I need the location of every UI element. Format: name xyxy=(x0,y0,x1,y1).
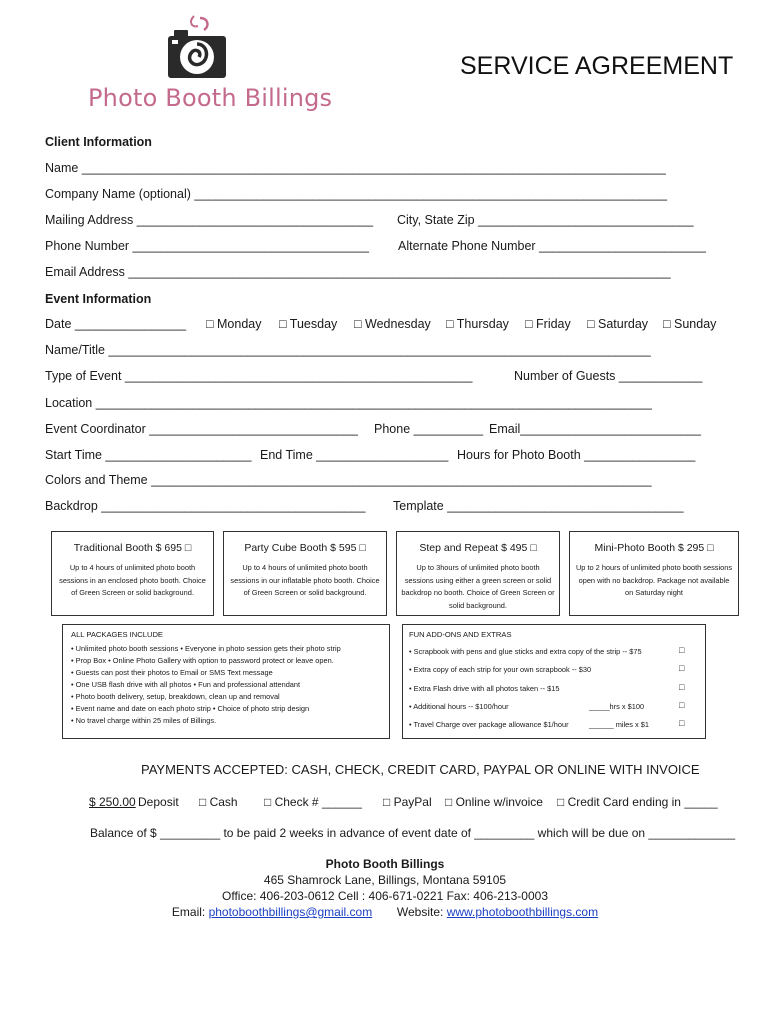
day-checkbox-wednesday[interactable]: □ Wednesday xyxy=(354,317,431,331)
addon-miles-blank[interactable]: ______ miles x $1 xyxy=(589,720,649,729)
event-name-title-field[interactable]: Name/Title ______________________________________________________________________________ xyxy=(45,343,651,357)
footer-contact-line xyxy=(0,905,770,919)
package-title: Party Cube Booth $ 595 □ xyxy=(244,542,366,554)
package-description: Up to 2 hours of unlimited photo booth sessions open with no backdrop. Package not available on Saturday night xyxy=(575,563,733,597)
package-description: Up to 3hours of unlimited photo booth sessions using either a green screen or solid backdrop no booth. Choice of Green Screen or solid background. xyxy=(401,563,555,610)
all-packages-include-panel xyxy=(62,624,390,739)
footer-address: 465 Shamrock Lane, Billings, Montana 59105 xyxy=(263,873,507,887)
addon-travel-charge: • Travel Charge over package allowance $1/hour xyxy=(409,720,569,729)
footer-company-name: Photo Booth Billings xyxy=(325,857,445,871)
balance-due-line[interactable]: Balance of $ _________ to be paid 2 weeks in advance of event date of _________ which will be due on _____________ xyxy=(90,826,736,840)
included-item: • Photo booth delivery, setup, breakdown, clean up and removal xyxy=(71,692,280,701)
template-field[interactable]: Template __________________________________ xyxy=(393,499,684,513)
package-step-and-repeat[interactable] xyxy=(396,531,560,616)
day-checkbox-saturday[interactable]: □ Saturday xyxy=(587,317,649,331)
payment-credit-card-checkbox[interactable]: □ Credit Card ending in _____ xyxy=(557,795,718,809)
included-item: • Event name and date on each photo strip • Choice of photo strip design xyxy=(71,704,310,713)
package-description: Up to 4 hours of unlimited photo booth sessions in an enclosed photo booth. Choice of Green Screen or solid background. xyxy=(59,563,206,597)
payment-cash-checkbox[interactable]: □ Cash xyxy=(199,795,238,809)
addon-hours-blank[interactable]: _____hrs x $100 xyxy=(589,702,645,711)
client-info-heading: Client Information xyxy=(45,135,152,149)
footer-email-link[interactable]: photoboothbillings@gmail.com xyxy=(208,905,373,919)
addon-checkbox-additional-hours[interactable]: □ xyxy=(679,700,685,710)
footer-phones: Office: 406-203-0612 Cell : 406-671-0221 Fax: 406-213-0003 xyxy=(222,889,548,903)
included-item: • One USB flash drive with all photos • Fun and professional attendant xyxy=(71,680,301,689)
addon-additional-hours: • Additional hours -- $100/hour xyxy=(409,702,509,711)
day-checkbox-friday[interactable]: □ Friday xyxy=(525,317,571,331)
start-time-field[interactable]: Start Time _____________________ xyxy=(45,448,252,462)
addons-panel xyxy=(402,624,706,739)
client-name-field[interactable]: Name ____________________________________________________________________________________ xyxy=(45,161,666,175)
camera-swirl-logo-icon xyxy=(164,14,230,84)
day-checkbox-thursday[interactable]: □ Thursday xyxy=(446,317,509,331)
addon-checkbox-travel-charge[interactable]: □ xyxy=(679,718,685,728)
day-checkbox-tuesday[interactable]: □ Tuesday xyxy=(279,317,338,331)
addons-title: FUN ADD-ONS AND EXTRAS xyxy=(409,630,512,639)
package-title: Traditional Booth $ 695 □ xyxy=(73,542,192,554)
addon-checkbox-flash-drive[interactable]: □ xyxy=(679,682,685,692)
alternate-phone-field[interactable]: Alternate Phone Number ________________________ xyxy=(398,239,706,253)
deposit-amount: $ 250.00 xyxy=(89,795,136,809)
included-item: • Unlimited photo booth sessions • Everyone in photo session gets their photo strip xyxy=(71,644,341,653)
addon-flash-drive: • Extra Flash drive with all photos taken -- $15 xyxy=(409,684,560,693)
included-item: • Guests can post their photos to Email or SMS Text message xyxy=(71,668,273,677)
event-date-field[interactable]: Date ________________ xyxy=(45,317,187,331)
package-traditional-booth[interactable] xyxy=(51,531,214,616)
coordinator-email-field[interactable]: Email__________________________ xyxy=(489,422,702,436)
payment-paypal-checkbox[interactable]: □ PayPal xyxy=(383,795,432,809)
payment-online-checkbox[interactable]: □ Online w/invoice xyxy=(445,795,543,809)
deposit-label: Deposit xyxy=(138,795,179,809)
day-checkbox-monday[interactable]: □ Monday xyxy=(206,317,262,331)
booth-hours-field[interactable]: Hours for Photo Booth ________________ xyxy=(457,448,696,462)
coordinator-phone-field[interactable]: Phone __________ xyxy=(374,422,484,436)
colors-theme-field[interactable]: Colors and Theme ________________________________________________________________________ xyxy=(45,473,652,487)
phone-number-field[interactable]: Phone Number __________________________________ xyxy=(45,239,369,253)
addon-checkbox-extra-copy[interactable]: □ xyxy=(679,663,685,673)
location-field[interactable]: Location ________________________________________________________________________________ xyxy=(45,396,652,410)
addon-checkbox-scrapbook[interactable]: □ xyxy=(679,645,685,655)
day-checkbox-sunday[interactable]: □ Sunday xyxy=(663,317,717,331)
event-info-heading: Event Information xyxy=(45,292,152,306)
footer-website-link[interactable]: www.photoboothbillings.com xyxy=(446,905,599,919)
included-item: • No travel charge within 25 miles of Billings. xyxy=(71,716,217,725)
included-title: ALL PACKAGES INCLUDE xyxy=(71,630,163,639)
addon-scrapbook: • Scrapbook with pens and glue sticks and extra copy of the strip -- $75 xyxy=(409,647,642,656)
package-title: Mini-Photo Booth $ 295 □ xyxy=(594,542,714,554)
mailing-address-field[interactable]: Mailing Address __________________________________ xyxy=(45,213,374,227)
footer-website-label: Website: xyxy=(396,905,444,919)
package-description: Up to 4 hours of unlimited photo booth sessions in our inflatable photo booth. Choice of Green Screen or solid background. xyxy=(230,563,380,597)
package-title: Step and Repeat $ 495 □ xyxy=(419,542,537,554)
page-title: SERVICE AGREEMENT xyxy=(460,52,734,80)
footer-email-label: Email: xyxy=(171,905,206,919)
backdrop-field[interactable]: Backdrop ______________________________________ xyxy=(45,499,366,513)
package-party-cube-booth[interactable] xyxy=(223,531,387,616)
included-item: • Prop Box • Online Photo Gallery with option to password protect or leave open. xyxy=(71,656,334,665)
payment-check-checkbox[interactable]: □ Check # ______ xyxy=(264,795,362,809)
payments-accepted-heading: PAYMENTS ACCEPTED: CASH, CHECK, CREDIT CARD, PAYPAL OR ONLINE WITH INVOICE xyxy=(141,762,700,777)
city-state-zip-field[interactable]: City, State Zip _______________________________ xyxy=(397,213,694,227)
addon-extra-copy: • Extra copy of each strip for your own scrapbook -- $30 xyxy=(409,665,592,674)
guest-count-field[interactable]: Number of Guests ____________ xyxy=(514,369,703,383)
event-coordinator-field[interactable]: Event Coordinator ______________________________ xyxy=(45,422,358,436)
company-name-field[interactable]: Company Name (optional) ____________________________________________________________________ xyxy=(45,187,668,201)
brand-name: Photo Booth Billings xyxy=(88,84,333,112)
package-mini-photo-booth[interactable] xyxy=(569,531,739,616)
end-time-field[interactable]: End Time ___________________ xyxy=(260,448,449,462)
email-address-field[interactable]: Email Address ______________________________________________________________________________ xyxy=(45,265,671,279)
event-type-field[interactable]: Type of Event __________________________________________________ xyxy=(45,369,473,383)
